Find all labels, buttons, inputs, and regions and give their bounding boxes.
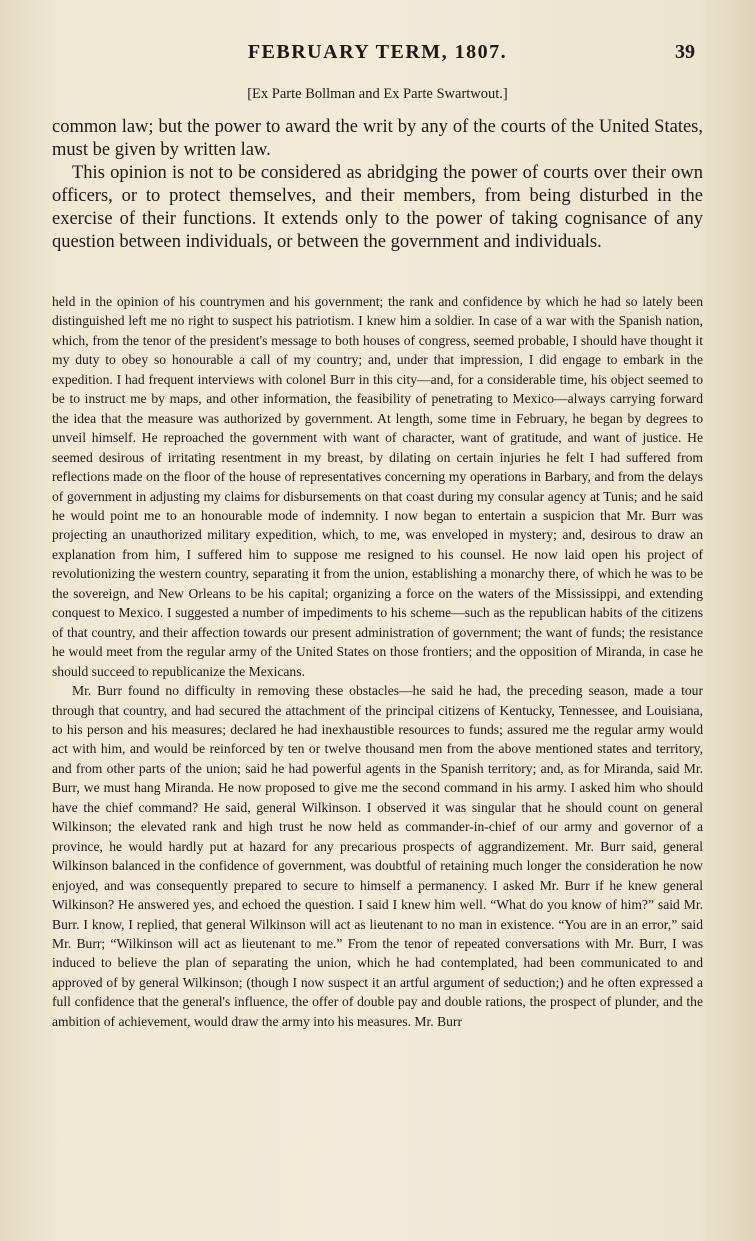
opinion-text bbox=[52, 116, 703, 254]
testimony-text bbox=[52, 292, 703, 1031]
opinion-paragraph: This opinion is not to be considered as abridging the power of courts over their own officers, or to protect themselves, and their members, from being disturbed in the exercise of their functions. It extends only to the power of taking cognisance of any question between individuals, or between the government and individuals. bbox=[52, 163, 703, 252]
opinion-paragraph: common law; but the power to award the writ by any of the courts of the United States, must be given by written law. bbox=[52, 117, 703, 160]
case-title: [Ex Parte Bollman and Ex Parte Swartwout.] bbox=[247, 86, 508, 102]
page-number: 39 bbox=[675, 41, 695, 63]
testimony-paragraph: Mr. Burr found no difficulty in removing these obstacles—he said he had, the preceding season, made a tour through that country, and had secured the attachment of the principal citizens of Kentucky, Tennessee, and Louisiana, to his person and his measures; declared he had inexhaustible resources to funds; assured me the regular army would act with him, and would be reinforced by ten or twelve thousand men from the above mentioned states and territory, and from other parts of the union; said he had powerful agents in the Spanish territory; and, as for Miranda, said Mr. Burr, we must hang Miranda. He now proposed to give me the second command in his army. I asked him who should have the chief command? He said, general Wilkinson. I observed it was singular that he should count on general Wilkinson; the elevated rank and high trust he now held as commander-in-chief of our army and governor of a province, he would hardly put at hazard for any precarious prospects of aggrandizement. Mr. Burr said, general Wilkinson balanced in the confidence of government, was doubtful of retaining much longer the consideration he now enjoyed, and was consequently prepared to secure to himself a permanency. I asked Mr. Burr if he knew general Wilkinson? He answered yes, and echoed the question. I said I knew him well. “What do you know of him?” said Mr. Burr. I know, I replied, that general Wilkinson will act as lieutenant to no man in existence. “You are in an error,” said Mr. Burr; “Wilkinson will act as lieutenant to me.” From the tenor of repeated conversations with Mr. Burr, I was induced to believe the plan of separating the union, which he had contemplated, had been communicated to and approved of by general Wilkinson; (though I now suspect it an artful argument of seduction;) and he often expressed a full confidence that the general's influence, the offer of double pay and double rations, the prospect of plunder, and the ambition of achievement, would draw the army into his measures. Mr. Burr bbox=[52, 683, 703, 1029]
page-header bbox=[52, 38, 703, 66]
testimony-paragraph: held in the opinion of his countrymen and his government; the rank and confidence by which he had so lately been distinguished left me no right to suspect his patriotism. I knew him a soldier. In case of a war with the Spanish nation, which, from the tenor of the president's message to both houses of congress, seemed probable, I should have thought it my duty to obey so honourable a call of my country; and, under that impression, I did engage to embark in the expedition. I had frequent interviews with colonel Burr in this city—and, for a considerable time, his object seemed to be to instruct me by maps, and other information, the feasibility of penetrating to Mexico—always carrying forward the idea that the measure was authorized by government. At length, some time in February, he began by degrees to unveil himself. He reproached the government with want of character, want of gratitude, and want of justice. He seemed desirous of irritating resentment in my breast, by dilating on certain injuries he felt I had suffered from reflections made on the floor of the house of representatives concerning my operations in Barbary, and from the delays of government in adjusting my claims for disbursements on that coast during my consular agency at Tunis; and he said he would point me to an honourable mode of indemnity. I now began to entertain a suspicion that Mr. Burr was projecting an unauthorized military expedition, which, to me, was enveloped in mystery; and, desirous to draw an explanation from him, I suffered him to suppose me resigned to his counsel. He now laid open his project of revolutionizing the western country, separating it from the union, establishing a monarchy there, of which he was to be the sovereign, and New Orleans to be his capital; organizing a force on the waters of the Mississippi, and extending conquest to Mexico. I suggested a number of impediments to his scheme—such as the republican habits of the citizens of that country, and their affection towards our present administration of government; the want of funds; the resistance he would meet from the regular army of the United States on those frontiers; and the opposition of Miranda, in case he should succeed to republicanize the Mexicans. bbox=[52, 294, 703, 679]
section-gap bbox=[52, 254, 703, 292]
running-head: FEBRUARY TERM, 1807. bbox=[247, 41, 508, 63]
